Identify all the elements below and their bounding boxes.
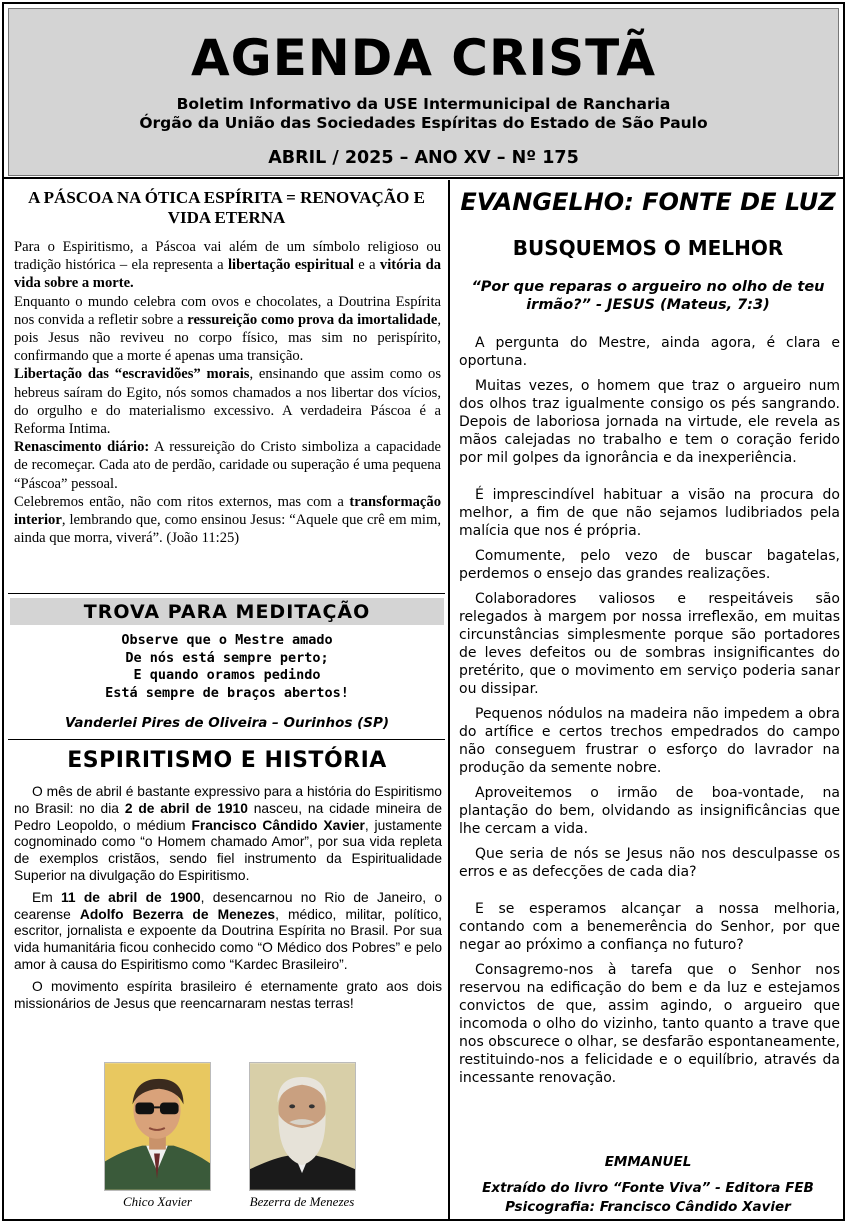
trova-author: Vanderlei Pires de Oliveira – Ourinhos (SP) — [64, 715, 390, 731]
pascoa-paragraph-5: Celebremos então, não com ritos externos, mas com a transformação interior, lembrando que, como ensinou Jesus: “Aquele que crê em mim, ainda que morra, viverá”. (João 11:25) — [14, 493, 441, 547]
chico-xavier-caption: Chico Xavier — [123, 1194, 192, 1209]
pascoa-article — [8, 182, 445, 547]
evangelho-heading: EVANGELHO: FONTE DE LUZ — [460, 188, 836, 216]
pascoa-title: A PÁSCOA NA ÓTICA ESPÍRITA = RENOVAÇÃO E VIDA ETERNA — [28, 188, 425, 227]
evangelho-paragraph: Aproveitemos o irmão de boa-vontade, na plantação do bem, olvidando as insignificâncias que lhe cercam a vida. — [459, 785, 840, 837]
evangelho-author: EMMANUEL — [604, 1154, 692, 1170]
evangelho-paragraph: Muitas vezes, o homem que traz o argueiro num dos olhos traz igualmente consigo os pés sangrando. Depois de laboriosa jornada na virtude, ele revela as mãos calejadas no trabalho e tem o coração ferido por mil golpes da ignorância e da inexperiência. — [459, 378, 840, 466]
historia-paragraph-3: O movimento espírita brasileiro é eternamente grato aos dois missionários de Jesus que reencarnaram nestas terras! — [14, 978, 442, 1011]
evangelho-paragraph: E se esperamos alcançar a nossa melhoria, contando com a benemerência do Senhor, por que negar ao próximo a confiança no futuro? — [459, 901, 840, 953]
trova-line: Está sempre de braços abertos! — [105, 684, 349, 701]
evangelho-paragraph: Colaboradores valiosos e respeitáveis são relegados à margem por nossa irreflexão, em muitas circunstâncias simplesmente porque são portadores de leves defeitos ou de sombras insignificantes do pretérito, que o movimento em serviço poderia sanar ou dissipar. — [459, 591, 840, 697]
newsletter-title: AGENDA CRISTÃ — [190, 29, 657, 87]
trova-line: De nós está sempre perto; — [125, 649, 329, 666]
newsletter-subtitle-2: Órgão da União das Sociedades Espíritas do Estado de São Paulo — [139, 114, 708, 132]
evangelho-quote: “Por que reparas o argueiro no olho de teu irmão?” - JESUS (Mateus, 7:3) — [471, 279, 825, 313]
pascoa-divider — [8, 593, 445, 594]
newsletter-page — [2, 2, 845, 1221]
pascoa-paragraph-4: Renascimento diário: A ressureição do Cristo simboliza a capacidade de recomeçar. Cada ato de perdão, caridade ou superação é uma pequena “Páscoa” pessoal. — [14, 439, 441, 492]
evangelho-article — [459, 334, 840, 1094]
evangelho-psicografia: Psicografia: Francisco Cândido Xavier — [505, 1199, 791, 1215]
trova-verse — [10, 632, 444, 702]
trova-divider — [8, 739, 445, 740]
bezerra-de-menezes-caption: Bezerra de Menezes — [249, 1194, 355, 1209]
historia-paragraph-2: Em 11 de abril de 1900, desencarnou no Rio de Janeiro, o cearense Adolfo Bezerra de Menezes, médico, militar, político, escritor, jornalista e expoente da Doutrina Espírita no Brasil. Por sua vida humanitária ficou conhecido como “O Médico dos Pobres” e pelo amor à causa do Espiritismo como “Kardec Brasileiro”. — [14, 889, 443, 972]
masthead-divider — [4, 177, 843, 179]
evangelho-paragraph: Que seria de nós se Jesus não nos desculpasse os erros e as defecções de cada dia? — [459, 846, 840, 880]
trova-heading: TROVA PARA MEDITAÇÃO — [10, 598, 444, 625]
historia-paragraph-1: O mês de abril é bastante expressivo para a história do Espiritismo no Brasil: no dia 2 de abril de 1910 nasceu, na cidade mineira de Pedro Leopoldo, o médium Francisco Cândido Xavier, justamente cognominado como “o Homem chamado Amor”, por sua vida repleta de exemplos cristãos, sendo fiel instrumento da Espiritualidade Superior na divulgação do Espiritismo. — [14, 784, 443, 883]
evangelho-paragraph: É imprescindível habituar a visão na procura do melhor, a fim de que não sejamos ludibriados pela malícia que nos é própria. — [459, 487, 840, 539]
historia-heading: ESPIRITISMO E HISTÓRIA — [67, 748, 387, 773]
pascoa-paragraph-1: Para o Espiritismo, a Páscoa vai além de um símbolo religioso ou tradição histórica – ela representa a libertação espiritual e a vitória da vida sobre a morte. — [14, 239, 441, 292]
masthead — [8, 8, 839, 176]
trova-line: Observe que o Mestre amado — [121, 632, 333, 648]
newsletter-subtitle-1: Boletim Informativo da USE Intermunicipal de Rancharia — [176, 95, 671, 113]
evangelho-paragraph: Comumente, pelo vezo de buscar bagatelas, perdemos o ensejo das grandes realizações. — [459, 548, 840, 582]
pascoa-paragraph-3: Libertação das “escravidões” morais, ensinando que assim como os hebreus saíram do Egito, nós somos chamados a nos libertar dos vícios, do orgulho e do materialismo excessivo. A verdadeira Páscoa é a Reforma Intima. — [14, 366, 441, 438]
trova-line: E quando oramos pedindo — [133, 667, 321, 683]
evangelho-source: Extraído do livro “Fonte Viva” - Editora FEB — [482, 1180, 814, 1196]
pascoa-paragraph-2: Enquanto o mundo celebra com ovos e chocolates, a Doutrina Espírita nos convida a refletir sobre a ressureição como prova da imortalidade, pois Jesus não reviveu no corpo físico, mas sim no perispírito, confirmando que a morte é apenas uma transição. — [14, 293, 441, 365]
evangelho-subheading: BUSQUEMOS O MELHOR — [512, 236, 784, 260]
chico-xavier-portrait — [104, 1062, 211, 1191]
bezerra-de-menezes-portrait — [249, 1062, 356, 1191]
column-divider — [448, 180, 450, 1221]
evangelho-paragraph: Pequenos nódulos na madeira não impedem a obra do artífice e certos trechos empedrados do campo não conseguem frustrar o esforço do lavrador na produção da semente nobre. — [459, 706, 840, 776]
historia-article — [14, 784, 442, 1017]
evangelho-paragraph: Consagremo-nos à tarefa que o Senhor nos reservou na edificação do bem e da luz e estejamos convictos de que, assim agindo, o argueiro que incomoda o olho do vizinho, tanto quanto a trave que nos obscurece o olhar, se desfarão espontaneamente, restituindo-nos a felicidade e o equilíbrio, através da incessante renovação. — [459, 962, 840, 1086]
evangelho-paragraph: A pergunta do Mestre, ainda agora, é clara e oportuna. — [459, 335, 840, 369]
issue-line: ABRIL / 2025 – ANO XV – Nº 175 — [268, 148, 579, 168]
